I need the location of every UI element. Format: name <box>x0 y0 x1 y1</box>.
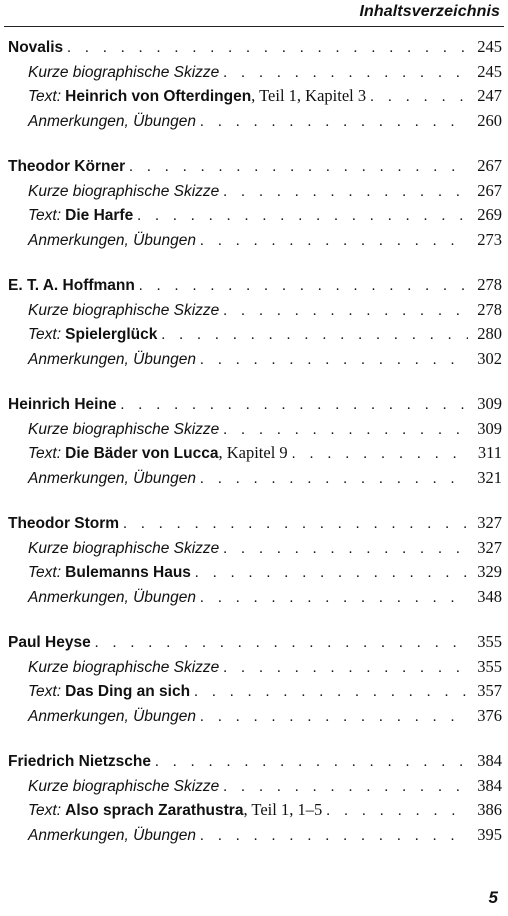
work-title: Also sprach Zarathustra <box>65 802 244 819</box>
notes-label: Anmerkungen, Übungen <box>28 469 197 487</box>
author-name-text: Theodor Körner <box>8 158 126 175</box>
page-ref: 355 <box>477 632 502 651</box>
page-number: 5 <box>488 888 498 907</box>
dot-leader <box>67 40 468 57</box>
entry-title <box>28 776 219 796</box>
page-ref: 386 <box>477 800 502 819</box>
toc-entry-notes[interactable] <box>8 111 502 136</box>
notes-label: Anmerkungen, Übungen <box>28 350 197 368</box>
dot-leader <box>223 65 468 82</box>
dot-leader <box>200 352 468 369</box>
dot-leader <box>292 446 468 463</box>
work-title: Spielerglück <box>65 326 158 343</box>
entry-title <box>28 657 219 677</box>
toc-section <box>8 275 502 373</box>
page-ref: 329 <box>477 562 502 581</box>
toc-section <box>8 751 502 849</box>
notes-label: Anmerkungen, Übungen <box>28 826 197 844</box>
toc-entry-notes[interactable] <box>8 468 502 493</box>
page-ref: 321 <box>477 467 502 487</box>
page-ref: 327 <box>477 537 502 557</box>
dot-leader <box>200 828 468 845</box>
text-label: Text: <box>28 802 62 819</box>
toc-entry-author[interactable] <box>8 513 502 538</box>
notes-label: Anmerkungen, Übungen <box>28 588 197 606</box>
author-name <box>8 753 151 771</box>
running-head: Inhaltsverzeichnis <box>359 3 500 20</box>
dot-leader <box>195 565 468 582</box>
dot-leader <box>95 635 468 652</box>
page-ref: 278 <box>477 299 502 319</box>
work-detail: , Kapitel 9 <box>218 443 288 462</box>
entry-title <box>28 324 157 344</box>
entry-title <box>28 300 219 320</box>
toc-section <box>8 513 502 611</box>
header-rule <box>4 26 504 27</box>
entry-title <box>28 468 196 488</box>
entry-title <box>28 181 219 201</box>
dot-leader <box>326 803 468 820</box>
toc-entry-text[interactable] <box>8 443 502 468</box>
dot-leader <box>200 590 468 607</box>
toc-entry-author[interactable] <box>8 394 502 419</box>
text-label: Text: <box>28 88 62 105</box>
text-label: Text: <box>28 683 62 700</box>
bio-label: Kurze biographische Skizze <box>28 301 220 319</box>
work-title: Heinrich von Ofterdingen <box>65 88 252 105</box>
work-title: Bulemanns Haus <box>65 564 191 581</box>
page-ref: 280 <box>477 324 502 343</box>
dot-leader <box>223 660 468 677</box>
toc-section <box>8 156 502 254</box>
toc-entry-text[interactable] <box>8 562 502 587</box>
entry-title <box>28 62 219 82</box>
dot-leader <box>123 516 468 533</box>
bio-label: Kurze biographische Skizze <box>28 420 220 438</box>
toc-entry-author[interactable] <box>8 632 502 657</box>
page-ref: 245 <box>477 61 502 81</box>
toc-entry-author[interactable] <box>8 156 502 181</box>
toc-entry-author[interactable] <box>8 275 502 300</box>
toc-entry-bio[interactable] <box>8 62 502 87</box>
page-ref: 245 <box>477 37 502 56</box>
toc-entry-notes[interactable] <box>8 349 502 374</box>
toc-entry-bio[interactable] <box>8 419 502 444</box>
text-label: Text: <box>28 445 62 462</box>
entry-title <box>28 443 288 463</box>
toc-entry-bio[interactable] <box>8 657 502 682</box>
page-ref: 327 <box>477 513 502 532</box>
table-of-contents <box>8 37 502 870</box>
author-name-text: Paul Heyse <box>8 634 91 651</box>
author-name <box>8 396 117 414</box>
entry-title <box>28 562 191 582</box>
dot-leader <box>155 754 468 771</box>
text-label: Text: <box>28 326 62 343</box>
entry-title <box>28 86 366 106</box>
page-ref: 267 <box>477 180 502 200</box>
toc-entry-notes[interactable] <box>8 706 502 731</box>
toc-entry-bio[interactable] <box>8 300 502 325</box>
page-ref: 278 <box>477 275 502 294</box>
page-ref: 384 <box>477 775 502 795</box>
entry-title <box>28 419 219 439</box>
bio-label: Kurze biographische Skizze <box>28 777 220 795</box>
author-name-text: Friedrich Nietzsche <box>8 753 151 770</box>
toc-entry-bio[interactable] <box>8 776 502 801</box>
entry-title <box>28 706 196 726</box>
notes-label: Anmerkungen, Übungen <box>28 112 197 130</box>
toc-entry-notes[interactable] <box>8 230 502 255</box>
dot-leader <box>161 327 468 344</box>
toc-entry-text[interactable] <box>8 681 502 706</box>
page-ref: 311 <box>477 443 502 462</box>
toc-entry-author[interactable] <box>8 37 502 62</box>
entry-title <box>28 230 196 250</box>
toc-entry-text[interactable] <box>8 205 502 230</box>
text-label: Text: <box>28 564 62 581</box>
work-title: Die Bäder von Lucca <box>65 445 219 462</box>
page-ref: 267 <box>477 156 502 175</box>
toc-entry-notes[interactable] <box>8 587 502 612</box>
dot-leader <box>370 89 468 106</box>
entry-title <box>28 538 219 558</box>
toc-entry-text[interactable] <box>8 800 502 825</box>
toc-section <box>8 37 502 135</box>
dot-leader <box>223 422 468 439</box>
page-ref: 269 <box>477 205 502 224</box>
author-name-text: Novalis <box>8 39 64 56</box>
text-label: Text: <box>28 207 62 224</box>
entry-title <box>28 825 196 845</box>
dot-leader <box>200 233 468 250</box>
toc-section <box>8 632 502 730</box>
author-name <box>8 277 135 295</box>
notes-label: Anmerkungen, Übungen <box>28 231 197 249</box>
page-ref: 384 <box>477 751 502 770</box>
page-ref: 260 <box>477 110 502 130</box>
dot-leader <box>223 303 468 320</box>
dot-leader <box>121 397 468 414</box>
author-name-text: E. T. A. Hoffmann <box>8 277 135 294</box>
entry-title <box>28 587 196 607</box>
dot-leader <box>129 159 468 176</box>
dot-leader <box>137 208 468 225</box>
toc-entry-notes[interactable] <box>8 825 502 850</box>
page-ref: 348 <box>477 586 502 606</box>
entry-title <box>28 800 322 820</box>
toc-entry-text[interactable] <box>8 86 502 111</box>
entry-title <box>28 681 190 701</box>
page-ref: 395 <box>477 824 502 844</box>
toc-entry-text[interactable] <box>8 324 502 349</box>
author-name-text: Heinrich Heine <box>8 396 117 413</box>
bio-label: Kurze biographische Skizze <box>28 63 220 81</box>
dot-leader <box>200 709 468 726</box>
page-ref: 273 <box>477 229 502 249</box>
page-ref: 355 <box>477 656 502 676</box>
entry-title <box>28 349 196 369</box>
page-ref: 357 <box>477 681 502 700</box>
page-ref: 309 <box>477 394 502 413</box>
work-title: Die Harfe <box>65 207 134 224</box>
bio-label: Kurze biographische Skizze <box>28 182 220 200</box>
notes-label: Anmerkungen, Übungen <box>28 707 197 725</box>
bio-label: Kurze biographische Skizze <box>28 539 220 557</box>
toc-entry-author[interactable] <box>8 751 502 776</box>
work-title: Das Ding an sich <box>65 683 191 700</box>
page-ref: 302 <box>477 348 502 368</box>
author-name <box>8 634 91 652</box>
author-name <box>8 39 63 57</box>
dot-leader <box>194 684 468 701</box>
page-ref: 376 <box>477 705 502 725</box>
dot-leader <box>223 184 468 201</box>
dot-leader <box>223 779 468 796</box>
page-ref: 247 <box>477 86 502 105</box>
dot-leader <box>200 471 468 488</box>
author-name-text: Theodor Storm <box>8 515 120 532</box>
work-detail: , Teil 1, Kapitel 3 <box>251 86 367 105</box>
dot-leader <box>139 278 468 295</box>
toc-section <box>8 394 502 492</box>
page-ref: 309 <box>477 418 502 438</box>
toc-entry-bio[interactable] <box>8 181 502 206</box>
toc-entry-bio[interactable] <box>8 538 502 563</box>
dot-leader <box>223 541 468 558</box>
author-name <box>8 158 125 176</box>
author-name <box>8 515 119 533</box>
work-detail: , Teil 1, 1–5 <box>243 800 323 819</box>
bio-label: Kurze biographische Skizze <box>28 658 220 676</box>
dot-leader <box>200 114 468 131</box>
entry-title <box>28 205 133 225</box>
entry-title <box>28 111 196 131</box>
